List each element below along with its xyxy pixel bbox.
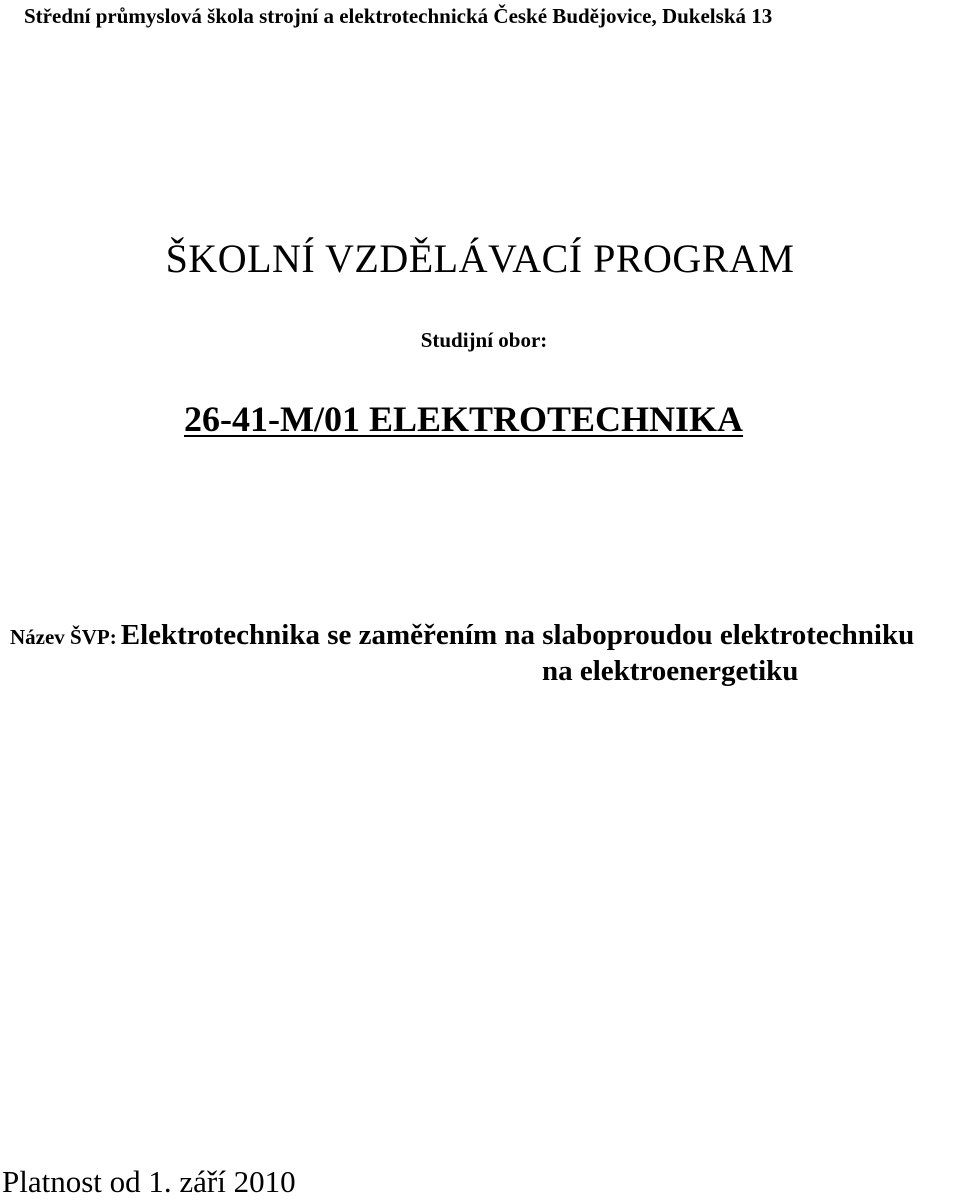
program-title: ŠKOLNÍ VZDĚLÁVACÍ PROGRAM [165,236,795,281]
svp-name-row [10,618,914,657]
field-label: Studijní obor: [420,328,548,352]
svp-label: Název ŠVP: [10,625,117,649]
svp-name-line1: Elektrotechnika se zaměřením na slaboproudou elektrotechniku [120,619,915,651]
school-header: Střední průmyslová škola strojní a elektrotechnická České Budějovice, Dukelská 13 [24,4,773,28]
svp-name-line2: na elektroenergetiku [542,655,799,687]
field-code-name: 26-41-M/01 ELEKTROTECHNIKA [184,399,744,439]
validity-date: Platnost od 1. září 2010 [2,1164,296,1199]
